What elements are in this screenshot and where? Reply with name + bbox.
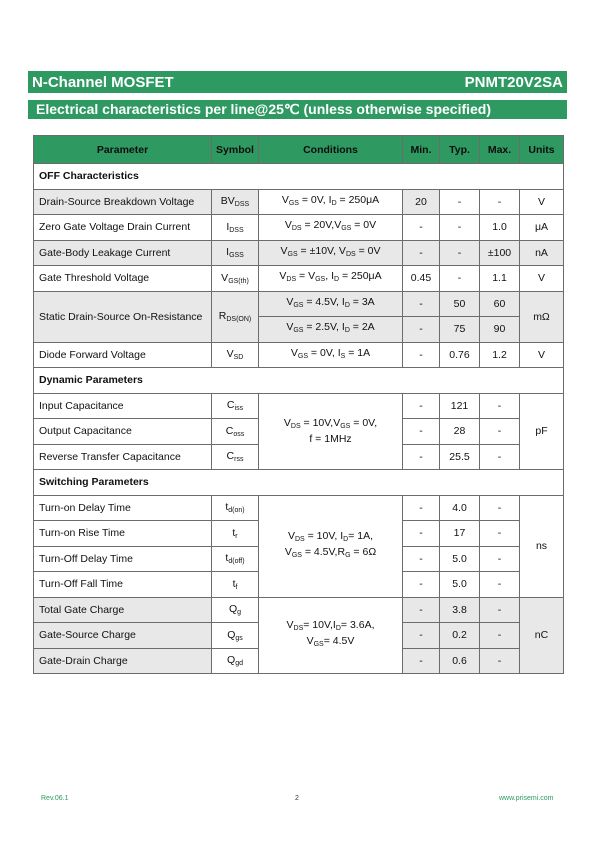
conditions-cell: $V_{DS} = 20V,V_{GS} = 0V$ — [259, 215, 403, 241]
param-cell: Input Capacitance — [34, 393, 212, 419]
max-cell: - — [480, 189, 520, 215]
param-cell: Total Gate Charge — [34, 597, 212, 623]
symbol-cell: $Q_g$ — [212, 597, 259, 623]
max-cell: - — [480, 444, 520, 470]
max-cell: 90 — [480, 317, 520, 343]
param-cell: Static Drain-Source On-Resistance — [34, 291, 212, 342]
max-cell: - — [480, 419, 520, 445]
unit-cell: V — [520, 266, 564, 292]
symbol-cell: $Q_{gd}$ — [212, 648, 259, 674]
typ-cell: 0.76 — [440, 342, 480, 368]
min-cell: - — [403, 444, 440, 470]
max-cell: - — [480, 546, 520, 572]
unit-cell: nA — [520, 240, 564, 266]
min-cell: - — [403, 240, 440, 266]
max-cell: - — [480, 495, 520, 521]
conditions-cell: $V_{GS} = 0V$, $I_D = 250\mu A$ — [259, 189, 403, 215]
subtitle-bar — [28, 100, 567, 119]
conditions-cell: $V_{GS} = 4.5V$, $I_D = 3A$ — [259, 291, 403, 317]
table-row — [34, 495, 564, 521]
typ-cell: 0.2 — [440, 623, 480, 649]
section-off: OFF Characteristics — [34, 164, 564, 190]
min-cell: - — [403, 317, 440, 343]
typ-cell: 28 — [440, 419, 480, 445]
min-cell: - — [403, 623, 440, 649]
col-parameter: Parameter — [34, 136, 212, 164]
typ-cell: - — [440, 189, 480, 215]
min-cell: - — [403, 291, 440, 317]
param-cell: Drain-Source Breakdown Voltage — [34, 189, 212, 215]
symbol-cell: $R_{DS(ON)}$ — [212, 291, 259, 342]
symbol-cell: $C_{oss}$ — [212, 419, 259, 445]
symbol-cell: $V_{SD}$ — [212, 342, 259, 368]
unit-cell: nC — [520, 597, 564, 674]
typ-cell: 0.6 — [440, 648, 480, 674]
param-cell: Gate-Source Charge — [34, 623, 212, 649]
table-row — [34, 291, 564, 317]
min-cell: - — [403, 572, 440, 598]
typ-cell: - — [440, 240, 480, 266]
max-cell: ±100 — [480, 240, 520, 266]
param-cell: Zero Gate Voltage Drain Current — [34, 215, 212, 241]
unit-cell: V — [520, 189, 564, 215]
min-cell: - — [403, 215, 440, 241]
typ-cell: 17 — [440, 521, 480, 547]
section-row — [34, 368, 564, 394]
unit-cell: μA — [520, 215, 564, 241]
symbol-cell: $V_{GS(th)}$ — [212, 266, 259, 292]
footer-website-link[interactable]: www.prisemi.com — [499, 795, 554, 802]
param-cell: Turn-on Rise Time — [34, 521, 212, 547]
col-min: Min. — [403, 136, 440, 164]
unit-cell: ns — [520, 495, 564, 597]
section-subtitle: Electrical characteristics per line@25℃ (unless otherwise specified) — [36, 101, 492, 117]
section-dynamic: Dynamic Parameters — [34, 368, 564, 394]
table-header-row — [34, 136, 564, 164]
conditions-cell: $V_{DS} = 10V,V_{GS} = 0V$, f = 1MHz — [259, 393, 403, 470]
max-cell: 1.1 — [480, 266, 520, 292]
max-cell: - — [480, 572, 520, 598]
footer-page-number: 2 — [295, 795, 299, 802]
section-switching: Switching Parameters — [34, 470, 564, 496]
symbol-cell: $C_{rss}$ — [212, 444, 259, 470]
table-row — [34, 189, 564, 215]
min-cell: - — [403, 342, 440, 368]
param-cell: Gate Threshold Voltage — [34, 266, 212, 292]
max-cell: - — [480, 393, 520, 419]
table-row — [34, 215, 564, 241]
param-cell: Output Capacitance — [34, 419, 212, 445]
unit-cell: pF — [520, 393, 564, 470]
section-row — [34, 164, 564, 190]
param-cell: Turn-Off Delay Time — [34, 546, 212, 572]
min-cell: - — [403, 597, 440, 623]
max-cell: - — [480, 521, 520, 547]
symbol-cell: $I_{GSS}$ — [212, 240, 259, 266]
max-cell: 1.0 — [480, 215, 520, 241]
min-cell: - — [403, 648, 440, 674]
symbol-cell: $t_r$ — [212, 521, 259, 547]
col-symbol: Symbol — [212, 136, 259, 164]
symbol-cell: $t_{d(on)}$ — [212, 495, 259, 521]
typ-cell: 5.0 — [440, 572, 480, 598]
conditions-cell: $V_{GS} = 2.5V$, $I_D = 2A$ — [259, 317, 403, 343]
col-units: Units — [520, 136, 564, 164]
param-cell: Reverse Transfer Capacitance — [34, 444, 212, 470]
symbol-cell: $I_{DSS}$ — [212, 215, 259, 241]
max-cell: 60 — [480, 291, 520, 317]
max-cell: - — [480, 623, 520, 649]
table-row — [34, 240, 564, 266]
typ-cell: 4.0 — [440, 495, 480, 521]
conditions-cell: $V_{GS} = 0V$, $I_S = 1A$ — [259, 342, 403, 368]
typ-cell: 25.5 — [440, 444, 480, 470]
electrical-characteristics-table — [33, 135, 564, 674]
min-cell: - — [403, 419, 440, 445]
max-cell: 1.2 — [480, 342, 520, 368]
max-cell: - — [480, 597, 520, 623]
min-cell: - — [403, 495, 440, 521]
max-cell: - — [480, 648, 520, 674]
typ-cell: 75 — [440, 317, 480, 343]
unit-cell: mΩ — [520, 291, 564, 342]
part-number: PNMT20V2SA — [464, 74, 563, 91]
min-cell: - — [403, 546, 440, 572]
min-cell: 20 — [403, 189, 440, 215]
min-cell: 0.45 — [403, 266, 440, 292]
col-max: Max. — [480, 136, 520, 164]
col-conditions: Conditions — [259, 136, 403, 164]
typ-cell: - — [440, 215, 480, 241]
typ-cell: 50 — [440, 291, 480, 317]
symbol-cell: $Q_{gs}$ — [212, 623, 259, 649]
min-cell: - — [403, 393, 440, 419]
symbol-cell: $C_{iss}$ — [212, 393, 259, 419]
param-cell: Turn-Off Fall Time — [34, 572, 212, 598]
param-cell: Gate-Drain Charge — [34, 648, 212, 674]
param-cell: Diode Forward Voltage — [34, 342, 212, 368]
symbol-cell: $BV_{DSS}$ — [212, 189, 259, 215]
typ-cell: 3.8 — [440, 597, 480, 623]
col-typ: Typ. — [440, 136, 480, 164]
table-row — [34, 342, 564, 368]
table-row — [34, 393, 564, 419]
conditions-cell: $V_{DS} = V_{GS}$, $I_D = 250\mu A$ — [259, 266, 403, 292]
conditions-cell: $V_{DS}= 10V,I_D= 3.6A$, $V_{GS}= 4.5V$ — [259, 597, 403, 674]
typ-cell: 5.0 — [440, 546, 480, 572]
table-row — [34, 266, 564, 292]
unit-cell: V — [520, 342, 564, 368]
section-row — [34, 470, 564, 496]
param-cell: Turn-on Delay Time — [34, 495, 212, 521]
conditions-cell: $V_{DS} = 10V$, $I_D= 1A$, $V_{GS} = 4.5V,R_G = 6\Omega$ — [259, 495, 403, 597]
typ-cell: - — [440, 266, 480, 292]
param-cell: Gate-Body Leakage Current — [34, 240, 212, 266]
symbol-cell: $t_f$ — [212, 572, 259, 598]
typ-cell: 121 — [440, 393, 480, 419]
footer-revision: Rev.06.1 — [41, 795, 69, 802]
min-cell: - — [403, 521, 440, 547]
conditions-cell: $V_{GS} = \pm 10V$, $V_{DS} = 0V$ — [259, 240, 403, 266]
page-title: N-Channel MOSFET — [32, 74, 174, 91]
symbol-cell: $t_{d(off)}$ — [212, 546, 259, 572]
title-bar — [28, 71, 567, 93]
table-row — [34, 597, 564, 623]
